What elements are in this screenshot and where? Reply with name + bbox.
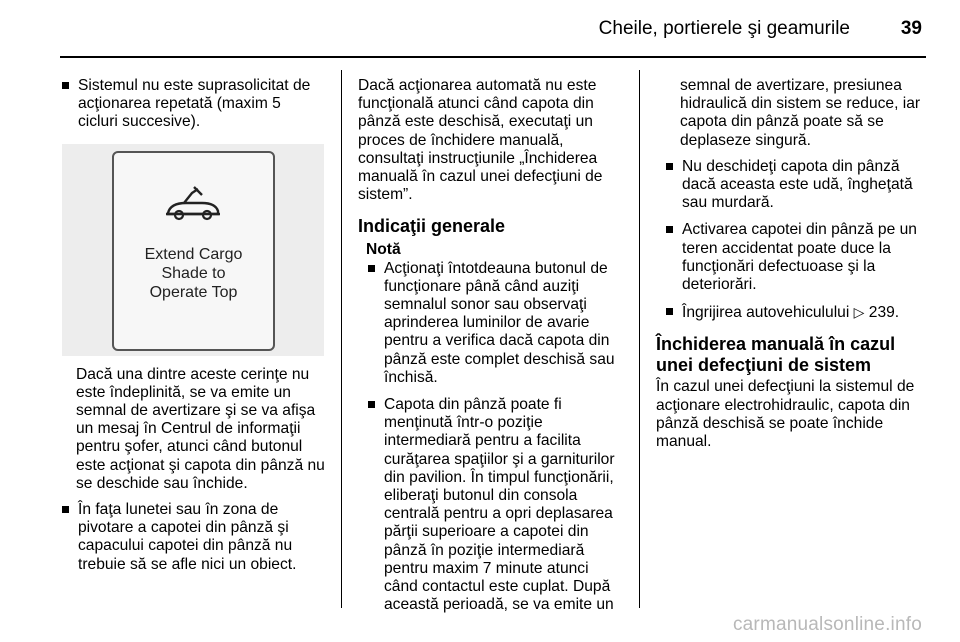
text-line: acţionarea repetată (maxim 5 <box>78 95 281 113</box>
display-message-line: Operate Top <box>149 283 238 301</box>
driver-info-display <box>112 151 275 351</box>
note-label: Notă <box>366 241 401 259</box>
text-line: cicluri succesive). <box>78 113 201 131</box>
text-line: centrală pentru a opri deplasarea <box>384 505 613 523</box>
heading-line: Închiderea manuală în cazul <box>656 334 896 355</box>
bullet-list <box>656 158 926 323</box>
page-reference-arrow-icon: ▷ <box>853 304 865 321</box>
text-line: Nu deschideţi capota din pânză <box>682 157 900 175</box>
text-line: consultaţi instrucţiunile „Închiderea <box>358 149 598 167</box>
text-line: deteriorări. <box>682 276 757 294</box>
text-line: pivotare a capotei din pânză şi <box>78 519 289 537</box>
text-line: manual. <box>656 433 712 451</box>
text-line: pânză este deschisă, executaţi un <box>358 113 593 131</box>
watermark: carmanualsonline.info <box>732 614 922 635</box>
text-line: aprinderea luminilor de avarie <box>384 314 590 332</box>
text-line: curăţarea spaţiilor şi a garniturilor <box>384 450 615 468</box>
display-message-line: Extend Cargo <box>144 245 243 263</box>
column-divider-1 <box>341 70 342 608</box>
paragraph-continued <box>656 77 926 150</box>
text-line: pentru maxim 7 minute atunci <box>384 559 589 577</box>
text-line: semnal de avertizare, presiunea <box>680 77 902 94</box>
cross-reference-label: Îngrijirea autovehiculului <box>682 304 850 322</box>
bullet-marker <box>368 401 375 408</box>
text-line: pânză este complet deschisă sau <box>384 350 615 368</box>
text-line: se deschide sau închide. <box>76 474 248 492</box>
bullet-marker <box>666 226 673 233</box>
text-line: când contactul este cuplat. După <box>384 578 611 596</box>
text-line: Dacă acţionarea automată nu este <box>358 77 597 94</box>
dashboard-display-figure <box>62 144 324 356</box>
text-line: funcţionări defectuoase şi la <box>682 257 876 275</box>
column-1 <box>60 77 335 583</box>
text-line: eliberaţi butonul din consola <box>384 487 578 505</box>
text-line: hidraulică din sistem se reduce, iar <box>680 95 921 113</box>
text-line: din pavilion. În timpul funcţionării, <box>384 468 614 486</box>
column-3 <box>656 77 926 459</box>
text-line: semnal de avertizare şi se va afişa <box>76 402 316 420</box>
text-line: această perioadă, se va emite un <box>384 596 614 614</box>
text-line: sau murdară. <box>682 194 774 212</box>
section-heading <box>656 334 926 376</box>
column-divider-2 <box>639 70 640 608</box>
text-line: teren accidentat poate duce la <box>682 239 891 257</box>
text-line: pentru şofer, atunci când butonul <box>76 438 303 456</box>
text-line: dacă aceasta este udă, îngheţată <box>682 176 913 194</box>
paragraph <box>358 77 633 204</box>
text-line: închisă. <box>384 368 438 386</box>
cross-reference-page: 239. <box>868 304 900 322</box>
text-line: pânză deschisă se poate închide <box>656 414 884 432</box>
text-line: Acţionaţi întotdeauna butonul de <box>384 259 608 277</box>
text-line: sistem”. <box>358 186 413 204</box>
text-line: menţinută într-o poziţie <box>384 414 543 432</box>
text-line: În faţa lunetei sau în zona de <box>78 501 279 519</box>
text-line: capota din pânză poate să se <box>680 113 884 131</box>
bullet-item <box>60 77 335 132</box>
cross-reference[interactable] <box>682 303 926 322</box>
heading-line: unei defecţiuni de sistem <box>656 355 872 376</box>
text-line: Dacă una dintre aceste cerinţe nu <box>76 365 310 383</box>
bullet-marker <box>368 265 375 272</box>
bullet-item <box>366 396 633 614</box>
text-line: este îndeplinită, se va emite un <box>76 383 291 401</box>
text-line: manuală în cazul unei defecţiuni de <box>358 168 603 186</box>
text-line: proces de închidere manuală, <box>358 131 564 149</box>
bullet-item <box>664 158 926 213</box>
bullet-marker <box>62 506 69 513</box>
text-line: semnalul sonor sau observaţi <box>384 296 587 314</box>
bullet-item <box>664 303 926 322</box>
text-line: pânză în poziţie intermediară <box>384 541 585 559</box>
page-header-title: Cheile, portierele şi geamurile <box>598 18 850 39</box>
text-line: Activarea capotei din pânză pe un <box>682 221 917 239</box>
column-2 <box>358 77 633 623</box>
display-message <box>114 245 273 302</box>
display-message-line: Shade to <box>161 264 226 282</box>
bullet-item <box>60 501 335 574</box>
bullet-marker <box>666 163 673 170</box>
page-number: 39 <box>900 18 922 39</box>
note-block <box>358 241 633 614</box>
bullet-marker <box>666 308 673 315</box>
bullet-item <box>664 221 926 294</box>
header-rule <box>60 56 926 58</box>
text-line: acţionare electrohidraulic, capota din <box>656 396 910 414</box>
convertible-car-icon <box>162 183 224 227</box>
text-line: un mesaj în Centrul de informaţii <box>76 420 301 438</box>
text-line: În cazul unei defecţiuni la sistemul de <box>656 378 915 396</box>
text-line: funcţională atunci când capota din <box>358 95 594 113</box>
bullet-item <box>366 260 633 387</box>
paragraph <box>656 378 926 451</box>
text-line: trebuie să se afle nici un obiect. <box>78 555 297 573</box>
bullet-marker <box>62 82 69 89</box>
section-heading: Indicaţii generale <box>358 216 506 237</box>
text-line: Capota din pânză poate fi <box>384 396 562 414</box>
text-line: capacului capotei din pânză nu <box>78 537 293 555</box>
text-line: funcţionare până când auziţi <box>384 277 580 295</box>
text-line: pentru a verifica dacă capota din <box>384 332 610 350</box>
text-line: părţii superioare a capotei din <box>384 523 589 541</box>
paragraph <box>60 366 335 493</box>
text-line: deplaseze singură. <box>680 131 811 149</box>
text-line: intermediară pentru a facilita <box>384 432 581 450</box>
text-line: Sistemul nu este suprasolicitat de <box>78 77 311 94</box>
text-line: este acţionat şi capota din pânză nu <box>76 456 325 474</box>
